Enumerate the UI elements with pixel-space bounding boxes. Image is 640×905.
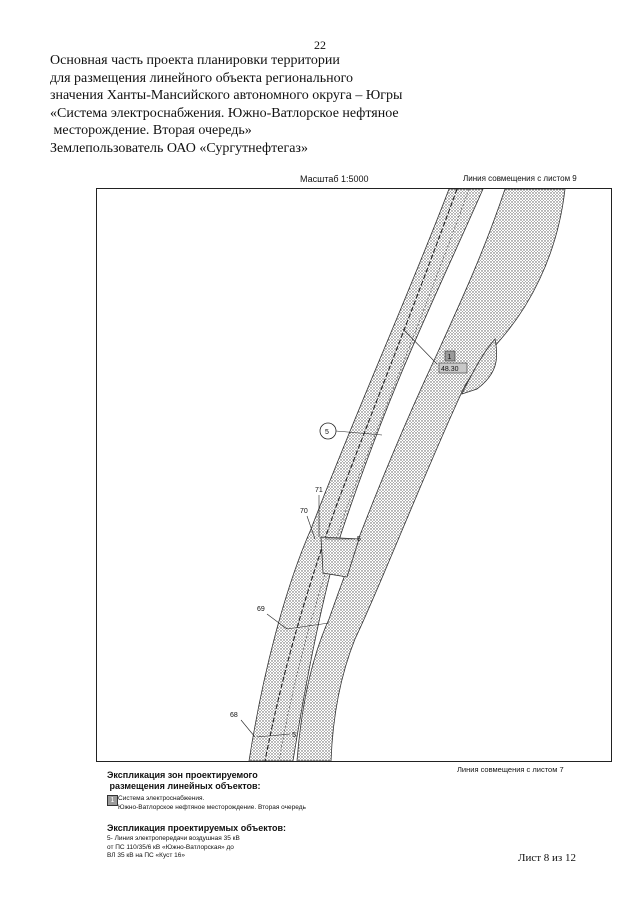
legend-description bbox=[118, 795, 306, 812]
point-68-label: 68 bbox=[230, 712, 238, 719]
area-label: 48.30 bbox=[441, 366, 459, 373]
zone-tag-label: 1 bbox=[447, 354, 452, 361]
point-68-leader bbox=[241, 720, 255, 737]
point-71-label: 71 bbox=[315, 487, 323, 494]
zones-title-line: Экспликация зон проектируемого bbox=[107, 770, 258, 780]
header-line: Землепользователь ОАО «Сургутнефтегаз» bbox=[50, 140, 308, 156]
header-line: «Система электроснабжения. Южно-Ватлорское нефтяное bbox=[50, 105, 399, 121]
object-5-label: 5 bbox=[357, 536, 361, 543]
legend-line: Система электроснабжения. bbox=[118, 795, 205, 802]
document-header bbox=[50, 52, 610, 157]
objects-description bbox=[107, 835, 240, 861]
point-70-label: 70 bbox=[300, 508, 308, 515]
objects-line: ВЛ 35 кВ на ПС «Куст 16» bbox=[107, 852, 185, 859]
zones-explication-title bbox=[107, 770, 261, 792]
planning-map bbox=[96, 188, 612, 762]
header-line: для размещения линейного объекта регионального bbox=[50, 70, 354, 86]
legend-swatch: 1 bbox=[107, 795, 118, 806]
objects-line: от ПС 110/35/6 кВ «Южно-Ватлорская» до bbox=[107, 843, 234, 851]
header-line: значения Ханты-Мансийского автономного округа – Югры bbox=[50, 88, 403, 103]
sheet-number: Лист 8 из 12 bbox=[518, 852, 577, 864]
zones-title-line: размещения линейных объектов: bbox=[107, 781, 261, 791]
object-5-bottom-label: 5 bbox=[292, 732, 296, 739]
point-69-label: 69 bbox=[257, 606, 265, 613]
header-line: Основная часть проекта планировки территории bbox=[50, 53, 340, 68]
map-scale: Масштаб 1:5000 bbox=[300, 174, 369, 184]
combine-line-bottom: Линия совмещения с листом 7 bbox=[457, 765, 564, 774]
combine-line-top: Линия совмещения с листом 9 bbox=[463, 174, 577, 183]
object-5-marker-label: 5 bbox=[325, 429, 329, 436]
legend-line: Южно-Ватлорское нефтяное месторождение. Вторая очередь bbox=[118, 803, 306, 811]
objects-explication-title: Экспликация проектируемых объектов: bbox=[107, 823, 287, 833]
corridor-zone-left bbox=[249, 189, 483, 761]
page-number: 22 bbox=[314, 38, 326, 52]
map-drawing bbox=[97, 189, 611, 761]
header-line: месторождение. Вторая очередь» bbox=[50, 123, 252, 138]
objects-line: 5- Линия электропередачи воздушная 35 кВ bbox=[107, 835, 240, 842]
